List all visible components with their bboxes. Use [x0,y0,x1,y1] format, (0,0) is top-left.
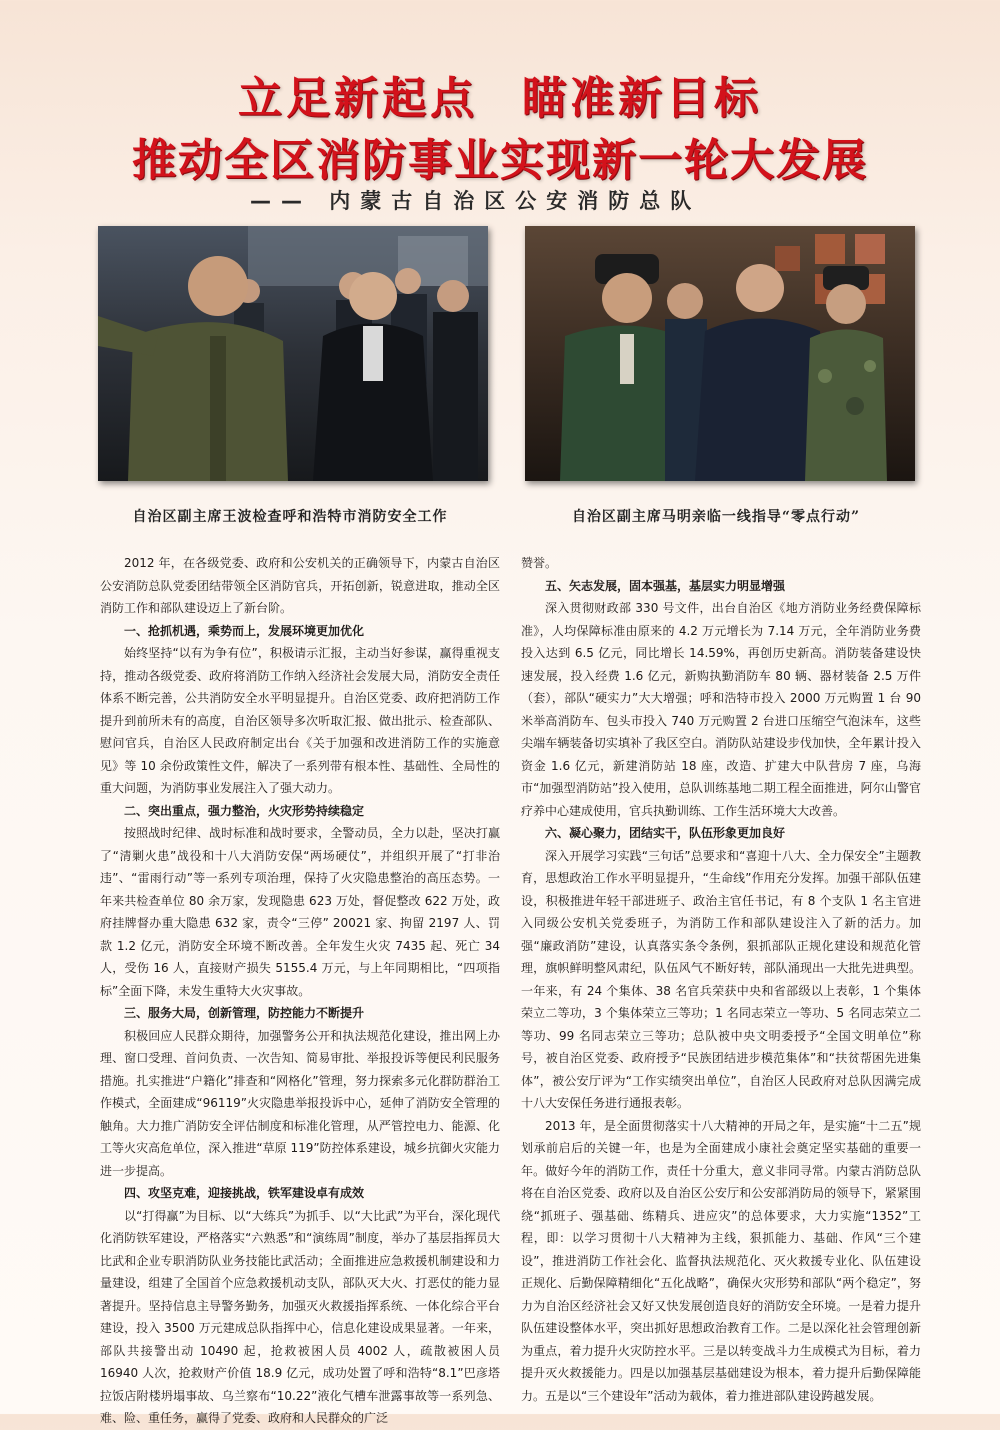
headline-line-2: 推动全区消防事业实现新一轮大发展 [132,135,868,186]
section-heading-1: 一、抢抓机遇，乘势而上，发展环境更加优化 [124,623,365,638]
photo-caption-left: 自治区副主席王波检查呼和浩特市消防安全工作 [132,509,448,525]
headline-line-1 [0,62,1000,126]
section-heading-4: 四、攻坚克难，迎接挑战，铁军建设卓有成效 [124,1186,365,1200]
section-heading-5: 五、矢志发展，固本强基，基层实力明显增强 [545,578,786,593]
intro-paragraph: 2012 年，在各级党委、政府和公安机关的正确领导下，内蒙古自治区公安消防总队党委团结带领全区消防官兵，开拓创新，锐意进取，推动全区消防工作和部队建设迈上了新台阶。 [100,556,500,615]
carryover-text: 赞誉。 [521,556,558,570]
section-heading-3: 三、服务大局，创新管理，防控能力不断提升 [124,1006,365,1020]
section-paragraph-2: 按照战时纪律、战时标准和战时要求，全警动员，全力以赴，坚决打赢了“清剿火患”战役和十八大消防安保“两场硬仗”，并组织开展了“打非治违”、“雷雨行动”等一系列专项治理，保持了火灾隐患整治的高压态势。一年来共检查单位 80 余万家，发现隐患 623 万处，督促整改 622 万处，政府挂牌督办重大隐患 632 家，责令“三停” 20021 家、拘留 2197 人、罚款 1.2 亿元，消防安全环境不断改善。全年发生火灾 7435 起、死亡 34 人，受伤 16 人，直接财产损失 5155.4 万元，与上年同期相比，“四项指标”全面下降，未发生重特大火灾事故。 [100,826,500,998]
section-heading-6: 六、凝心聚力，团结实干，队伍形象更加良好 [545,826,786,840]
section-paragraph-1: 始终坚持“以有为争有位”，积极请示汇报，主动当好参谋，赢得重视支持，推动各级党委、政府将消防工作纳入经济社会发展大局，消防安全责任体系不断完善，公共消防安全水平明显提升。自治区党委、政府把消防工作提升到前所未有的高度，自治区领导多次听取汇报、做出批示、检查部队、慰问官兵，自治区人民政府制定出台《关于加强和改进消防工作的实施意见》等 10 余份政策性文件，解决了一系列带有根本性、基础性、全局性的重大问题，为消防事业发展注入了强大动力。 [100,646,500,795]
section-paragraph-3: 积极回应人民群众期待，加强警务公开和执法规范化建设，推出网上办理、窗口受理、首问负责、一次告知、简易审批、举报投诉等便民利民服务措施。扎实推进“户籍化”排查和“网格化”管理，努力探索多元化群防群治工作模式，全面建成“96119”火灾隐患举报投诉中心，延伸了消防安全管理的触角。大力推广消防安全评估制度和标准化管理，从严管控电力、能源、化工等火灾高危单位，深入推进“草原 119”防控体系建设，城乡抗御火灾能力进一步提高。 [100,1028,500,1178]
section-paragraph-5: 深入贯彻财政部 330 号文件，出台自治区《地方消防业务经费保障标准》，人均保障标准由原来的 4.2 万元增长为 7.14 万元，全年消防业务费投入达到 6.5 亿元，同比增长 14.59%，再创历史新高。消防装备建设快速发展，投入经费 1.6 亿元，新购执勤消防车 80 辆、器材装备 2.5 万件（套），部队“硬实力”大大增强；呼和浩特市投入 2000 万元购置 1 台 90 米举高消防车、包头市投入 740 万元购置 2 台进口压缩空气泡沫车，这些尖端车辆装备切实填补了我区空白。消防队站建设步伐加快，全年累计投入资金 1.6 亿元，新建消防站 18 座，改造、扩建大中队营房 7 座，乌海市“加强型消防站”投入使用，总队训练基地二期工程全面推进，阿尔山警官疗养中心建成使用，官兵执勤训练、工作生活环境大大改善。 [521,601,921,818]
article-column-left [100,552,500,1430]
byline: —— 内蒙古自治区公安消防总队 [250,189,702,213]
headline-part-b: 瞄准新目标 [522,73,762,124]
closing-paragraph: 2013 年，是全面贯彻落实十八大精神的开局之年，是实施“十二五”规划承前启后的关键一年，也是为全面建成小康社会奠定坚实基础的重要一年。做好今年的消防工作，责任十分重大，意义非同寻常。内蒙古消防总队将在自治区党委、政府以及自治区公安厅和公安部消防局的领导下，紧紧围绕“抓班子、强基础、练精兵、进应灾”的总体要求，大力实施“1352”工程，即：以学习贯彻十八大精神为主线，狠抓能力、基础、作风“三个建设”，推进消防工作社会化、监督执法规范化、灭火救援专业化、队伍建设正规化、后勤保障精细化“五化战略”，确保火灾形势和部队“两个稳定”，努力为自治区经济社会又好又快发展创造良好的消防安全环境。一是着力提升队伍建设整体水平，突出抓好思想政治教育工作。二是以深化社会管理创新为重点，着力提升火灾防控水平。三是以转变战斗力生成模式为目标，着力提升灭火救援能力。四是以加强基层基础建设为根本，着力提升后勤保障能力。五是以“三个建设年”活动为载体，着力推进部队建设跨越发展。 [521,1118,921,1403]
article-column-right [521,552,921,1407]
photo-caption-right: 自治区副主席马明亲临一线指导“零点行动” [571,509,861,525]
headline-part-a: 立足新起点 [238,73,478,124]
section-heading-2: 二、突出重点，强力整治，火灾形势持续稳定 [124,803,365,818]
section-paragraph-6: 深入开展学习实践“三句话”总要求和“喜迎十八大、全力保安全”主题教育，思想政治工作水平明显提升，“生命线”作用充分发挥。加强干部队伍建设，积极推进年轻干部进班子、政治主官任书记，有 8 个支队 1 名主官进入同级公安机关党委班子，为消防工作和部队建设注入了新的活力。加强“廉政消防”建设，认真落实条令条例，狠抓部队正规化建设和规范化管理，旗帜鲜明整风肃纪，队伍风气不断好转，部队涌现出一大批先进典型。一年来，有 24 个集体、38 名官兵荣获中央和省部级以上表彰，1 个集体荣立二等功，3 个集体荣立三等功；1 名同志荣立一等功、5 名同志荣立二等功、99 名同志荣立三等功；总队被中央文明委授予“全国文明单位”称号，被自治区党委、政府授予“民族团结进步模范集体”和“扶贫帮困先进集体”，被公安厅评为“工作实绩突出单位”，自治区人民政府对总队因满完成十八大安保任务进行通报表彰。 [521,848,921,1110]
photo-zero-hour-action [525,226,915,481]
section-paragraph-4: 以“打得赢”为目标、以“大练兵”为抓手、以“大比武”为平台，深化现代化消防铁军建设，严格落实“六熟悉”和“演练周”制度，举办了基层指挥员大比武和企业专职消防队业务技能比武活动；全面推进应急救援机制建设和力量建设，组建了全国首个应急救援机动支队，部队灭大火、打恶仗的能力显著提升。坚持信息主导警务勤务，加强灭火救援指挥系统、一体化综合平台建设，投入 3500 万元建成总队指挥中心，信息化建设成果显著。一年来，部队共接警出动 10490 起，抢救被困人员 4002 人，疏散被困人员 16940 人次，抢救财产价值 18.9 亿元，成功处置了呼和浩特“8.1”巴彦塔拉饭店附楼坍塌事故、乌兰察布“10.22”液化气槽车泄露事故等一系列急、难、险、重任务，赢得了党委、政府和人民群众的广泛 [100,1208,500,1425]
photo-inspection [98,226,488,481]
